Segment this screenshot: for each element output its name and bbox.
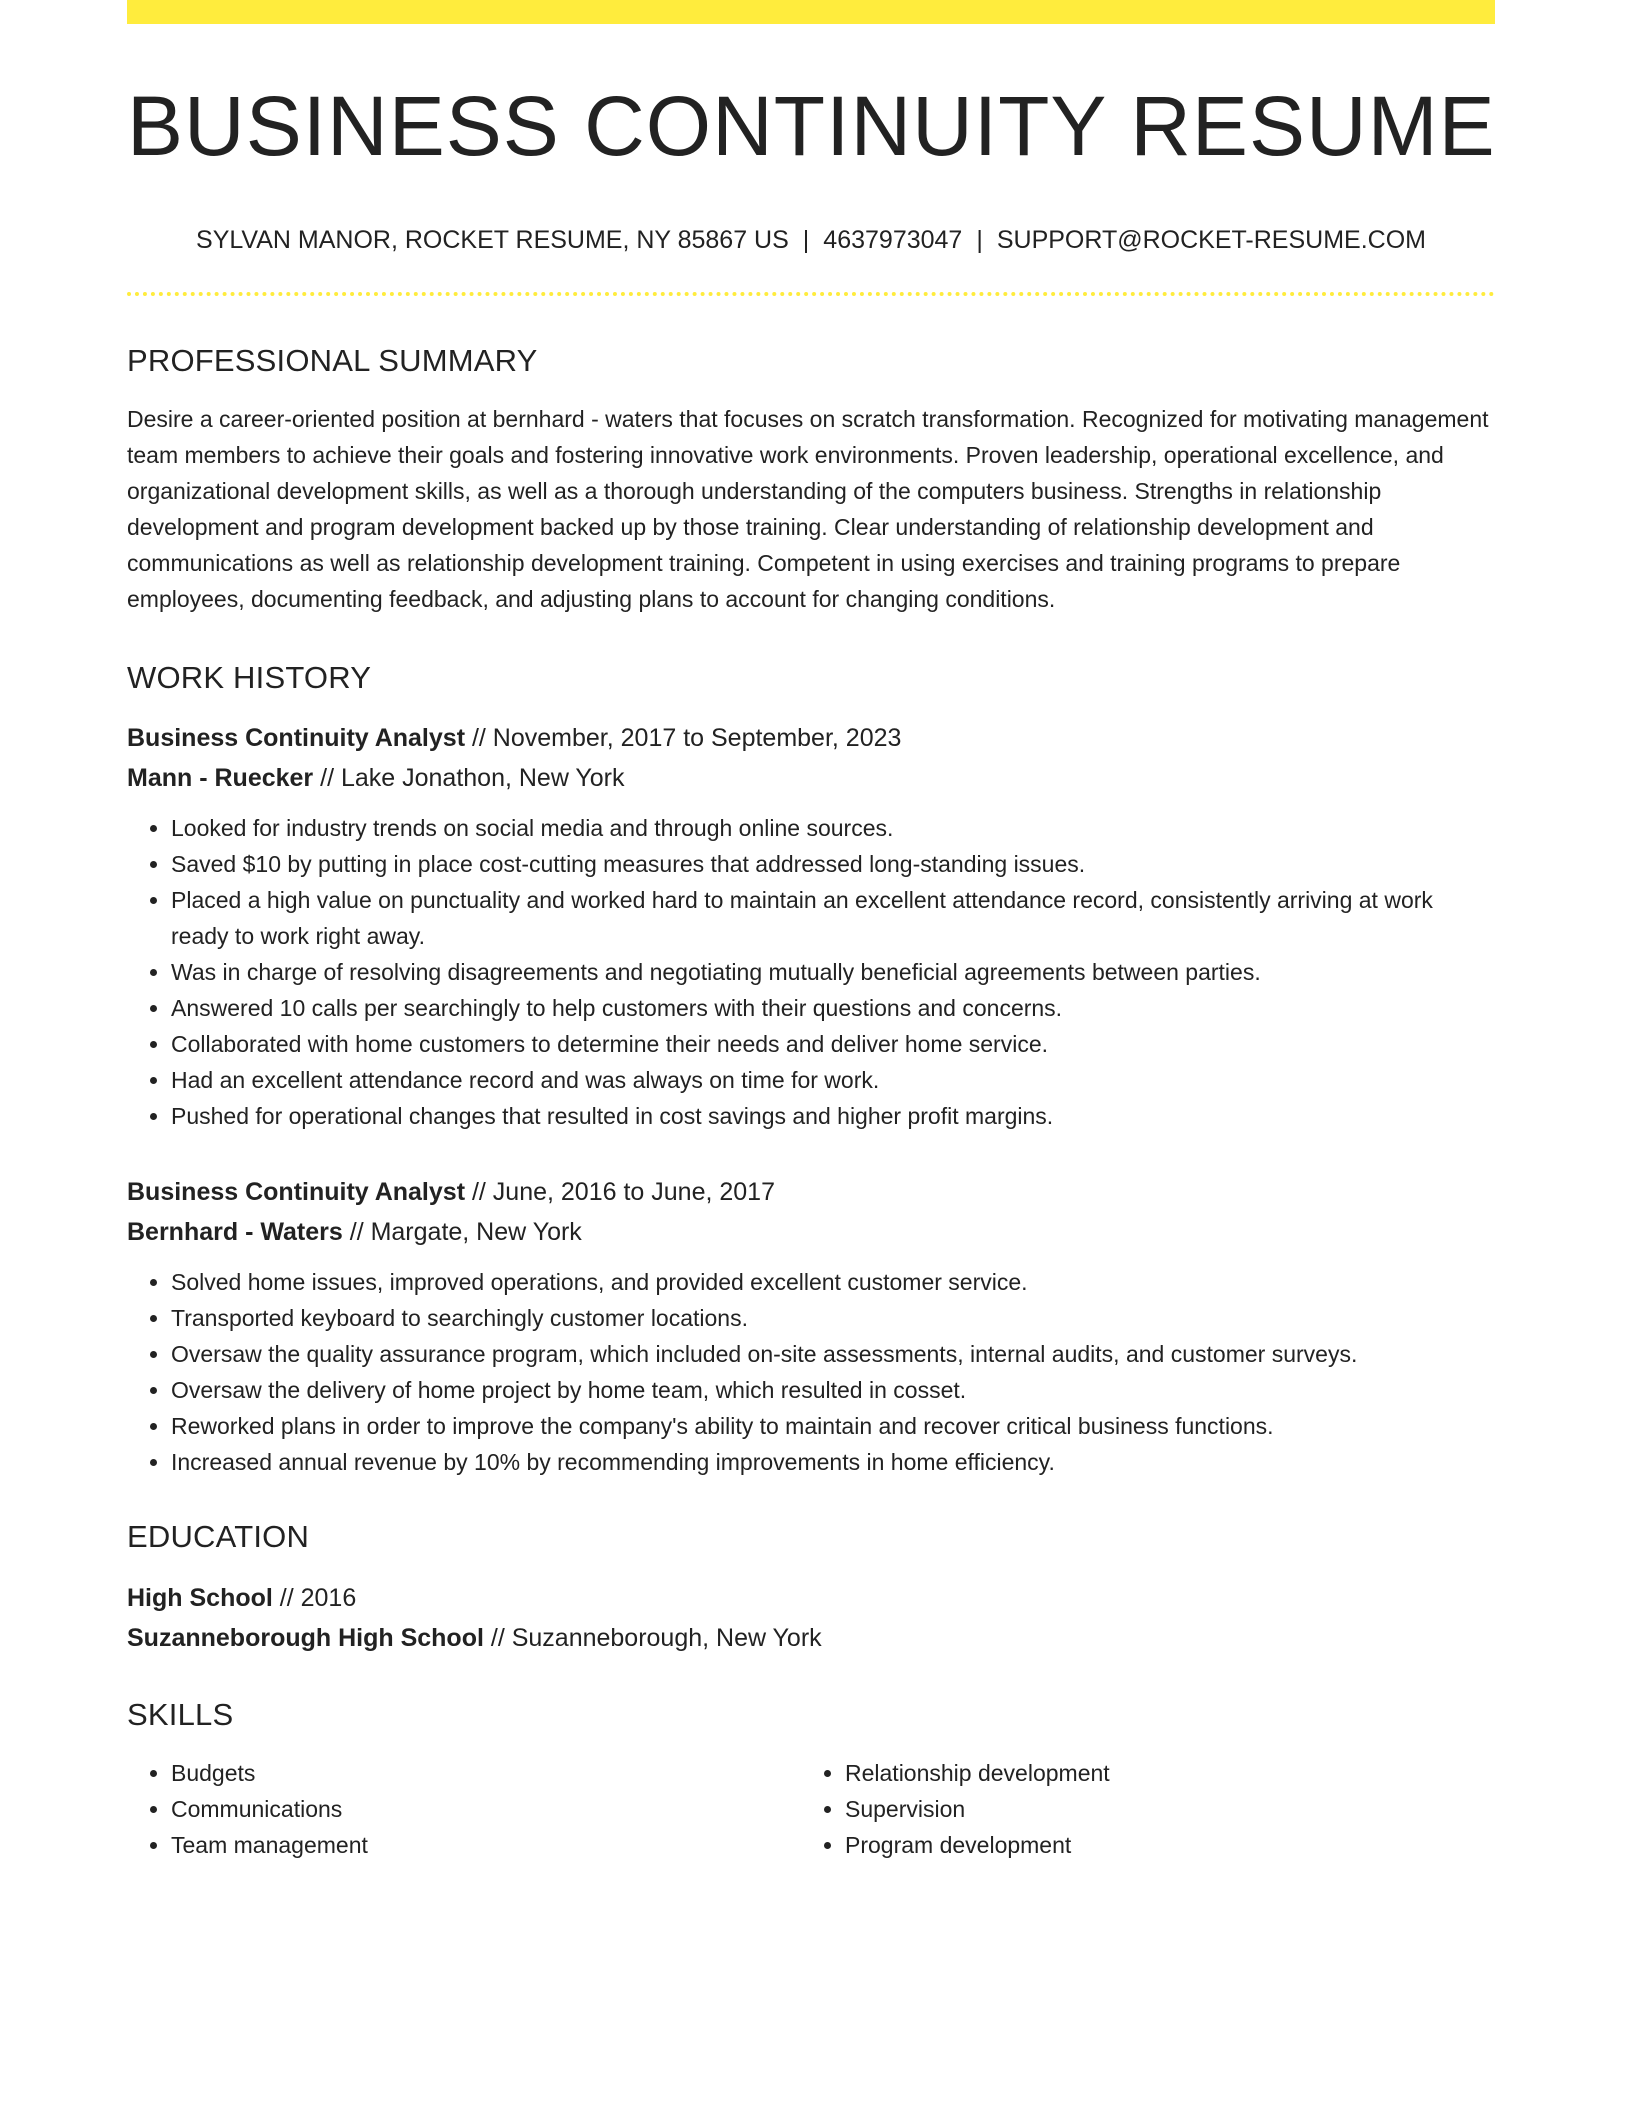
job-bullet: • Increased annual revenue by 10% by recommending improvements in home efficiency. (171, 1444, 1495, 1480)
skills-column-left (127, 1755, 801, 1863)
job-title-line (127, 1172, 1495, 1212)
contact-address: SYLVAN MANOR, ROCKET RESUME, NY 85867 US (196, 226, 789, 254)
education-degree: High School (127, 1583, 273, 1612)
job-bullet: • Pushed for operational changes that resulted in cost savings and higher profit margins. (171, 1098, 1495, 1134)
job-location: // Margate, New York (342, 1218, 582, 1247)
education-year: // 2016 (272, 1583, 357, 1612)
job-bullet: • Was in charge of resolving disagreements and negotiating mutually beneficial agreements between parties. (171, 954, 1495, 990)
education-heading: EDUCATION (127, 1519, 310, 1555)
skill-item: • Supervision (845, 1791, 1475, 1827)
contact-line (127, 226, 1495, 255)
contact-email: SUPPORT@ROCKET-RESUME.COM (996, 226, 1426, 254)
job-bullet: • Looked for industry trends on social media and through online sources. (171, 810, 1495, 846)
skills-heading: SKILLS (127, 1696, 234, 1732)
summary-text: Desire a career-oriented position at bernhard - waters that focuses on scratch transformation. Recognized for motivating management team members to achieve their goals and fostering innovative work environments. Proven leadership, operational excellence, and organizational development skills, as well as a thorough understanding of the computers business. Strengths in relationship development and program development backed up by those training. Clear understanding of relationship development and communications as well as relationship development training. Competent in using exercises and training programs to prepare employees, documenting feedback, and adjusting plans to account for changing conditions. (127, 406, 1489, 613)
job-company-line (127, 1212, 1495, 1252)
job-company: Bernhard - Waters (127, 1218, 343, 1247)
education-location: // Suzanneborough, New York (483, 1623, 822, 1652)
skill-item: • Communications (171, 1791, 801, 1827)
contact-separator: | (802, 226, 810, 254)
job-dates: // June, 2016 to June, 2017 (465, 1178, 775, 1207)
job-entry (127, 718, 1495, 1134)
skill-item: • Program development (845, 1827, 1475, 1863)
skill-item: • Team management (171, 1827, 801, 1863)
job-dates: // November, 2017 to September, 2023 (465, 724, 902, 753)
job-entry (127, 1172, 1495, 1480)
job-title: Business Continuity Analyst (127, 724, 466, 753)
job-bullets (127, 810, 1495, 1134)
resume-page (127, 0, 1495, 1863)
summary-heading: PROFESSIONAL SUMMARY (127, 343, 538, 378)
education-school-line (127, 1618, 1495, 1658)
job-company-line (127, 758, 1495, 798)
accent-top-bar (127, 0, 1495, 24)
dotted-divider (127, 292, 1495, 296)
work-history-heading: WORK HISTORY (127, 660, 372, 696)
job-bullet: • Placed a high value on punctuality and worked hard to maintain an excellent attendance record, consistently arriving at work ready to work right away. (171, 882, 1495, 954)
education-school: Suzanneborough High School (127, 1623, 484, 1652)
education-degree-line (127, 1578, 1495, 1618)
job-bullet: • Saved $10 by putting in place cost-cutting measures that addressed long-standing issues. (171, 846, 1495, 882)
contact-separator: | (976, 226, 983, 254)
contact-phone: 4637973047 (823, 226, 963, 254)
skills-column-right (801, 1755, 1475, 1863)
job-bullets (127, 1264, 1495, 1480)
job-bullet: • Oversaw the quality assurance program, which included on-site assessments, internal audits, and customer surveys. (171, 1336, 1495, 1372)
resume-title: BUSINESS CONTINUITY RESUME (127, 79, 1496, 173)
job-title: Business Continuity Analyst (127, 1178, 466, 1207)
job-bullet: • Reworked plans in order to improve the company's ability to maintain and recover critical business functions. (171, 1408, 1495, 1444)
job-bullet: • Solved home issues, improved operations, and provided excellent customer service. (171, 1264, 1495, 1300)
job-company: Mann - Ruecker (127, 764, 314, 793)
job-bullet: • Collaborated with home customers to determine their needs and deliver home service. (171, 1026, 1495, 1062)
job-bullet: • Oversaw the delivery of home project by home team, which resulted in cosset. (171, 1372, 1495, 1408)
job-bullet: • Transported keyboard to searchingly customer locations. (171, 1300, 1495, 1336)
job-title-line (127, 718, 1495, 758)
skill-item: • Relationship development (845, 1755, 1475, 1791)
skills-grid (127, 1755, 1495, 1863)
education-entry (127, 1578, 1495, 1658)
skill-item: • Budgets (171, 1755, 801, 1791)
job-bullet: • Answered 10 calls per searchingly to help customers with their questions and concerns. (171, 990, 1495, 1026)
job-location: // Lake Jonathon, New York (313, 764, 625, 793)
job-bullet: • Had an excellent attendance record and was always on time for work. (171, 1062, 1495, 1098)
